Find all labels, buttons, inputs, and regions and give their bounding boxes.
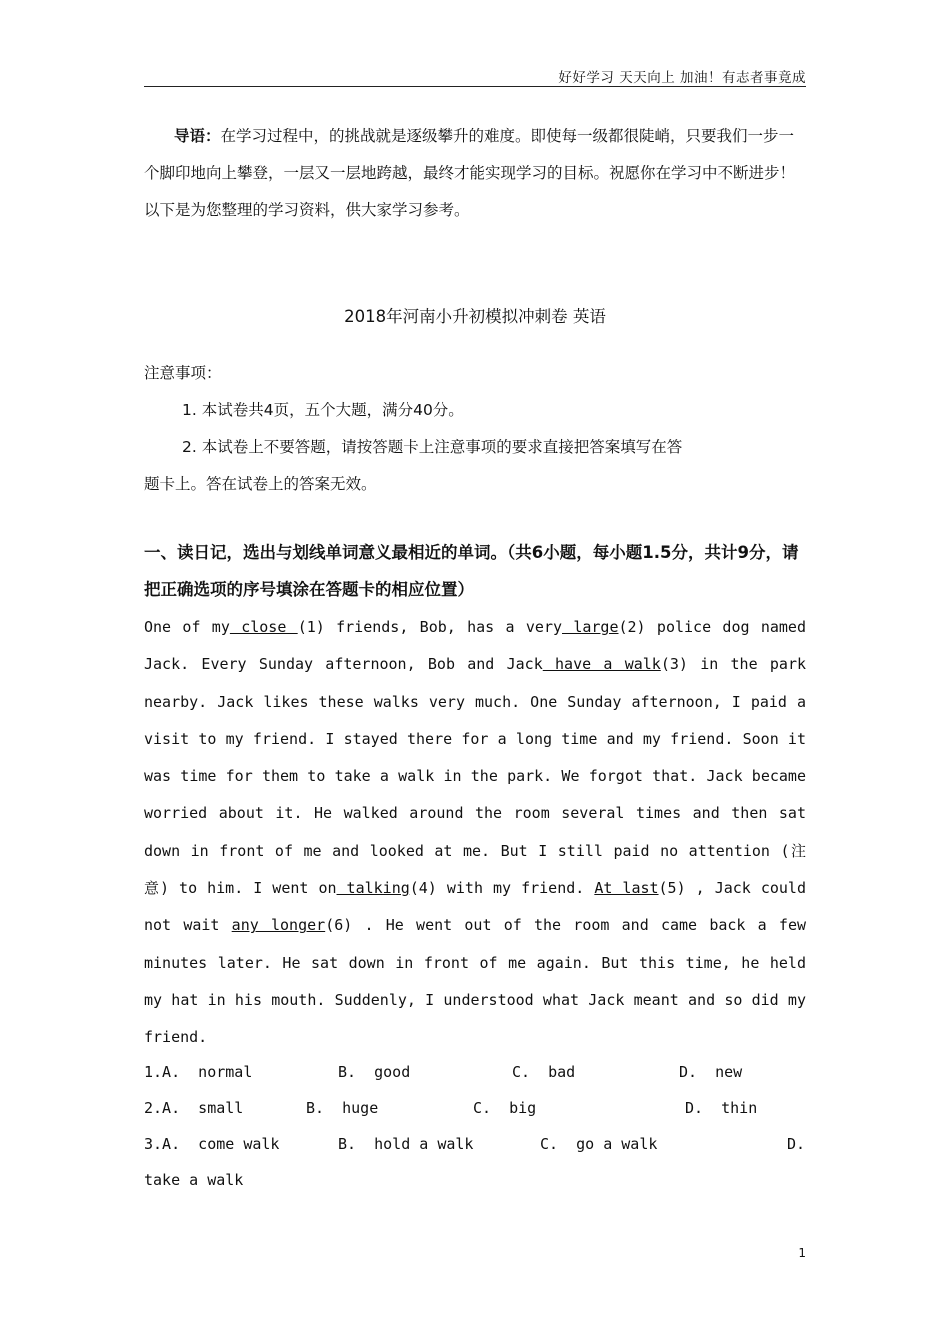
notice-block bbox=[144, 355, 806, 503]
passage-text: (6) . He went out of the room and came back a few minutes later. He sat down in front of me again. But this time, he held my hat in his mouth. Suddenly, I understood what Jack meant and so did my friend. bbox=[144, 916, 807, 1047]
passage-text: (3) in the park nearby. Jack likes these walks very much. One Sunday afternoon, I paid a visit to my friend. I stayed there for a long time and my friend. Soon it was time for them to take a walk in the park. We forgot that. Jack became worried about it. He walked around the room several times and then sat down in front of me and looked at me. But I still paid no attention (注意) to him. I went on bbox=[144, 655, 807, 898]
notice-item-2: 2. 本试卷上不要答题，请按答题卡上注意事项的要求直接把答案填写在答 bbox=[182, 438, 683, 456]
option-c: C. go a walk bbox=[540, 1135, 658, 1153]
option-d: D. thin bbox=[685, 1099, 758, 1117]
notice-item-1: 1. 本试卷共4页，五个大题，满分40分。 bbox=[182, 401, 464, 419]
question-3 bbox=[144, 1127, 806, 1163]
page-header bbox=[144, 64, 806, 87]
question-2 bbox=[144, 1091, 806, 1127]
passage-text: (2) police dog named Jack. Every Sunday afternoon, Bob and Jack bbox=[144, 618, 806, 674]
underlined-word-2: large bbox=[562, 618, 619, 636]
option-b: B. hold a walk bbox=[338, 1135, 474, 1153]
option-a: 1.A. normal bbox=[144, 1063, 253, 1081]
passage-text: One of my bbox=[144, 618, 230, 636]
option-b: B. good bbox=[338, 1063, 411, 1081]
underlined-word-6: any longer bbox=[231, 916, 326, 935]
question-1 bbox=[144, 1055, 806, 1091]
notice-heading: 注意事项： bbox=[144, 364, 222, 382]
passage-text: (4) with my friend. bbox=[409, 879, 595, 898]
option-a: 3.A. come walk bbox=[144, 1135, 280, 1153]
question-options bbox=[144, 1055, 806, 1199]
underlined-word-1: close bbox=[229, 618, 298, 636]
notice-item-2-cont: 题卡上。答在试卷上的答案无效。 bbox=[144, 475, 377, 493]
exam-title: 2018年河南小升初模拟冲刺卷 英语 bbox=[344, 307, 606, 326]
reading-passage bbox=[144, 609, 806, 1057]
question-3-cont bbox=[144, 1163, 806, 1199]
option-d: D. bbox=[787, 1135, 806, 1153]
underlined-word-4: talking bbox=[336, 879, 410, 898]
section-1-heading: 一、读日记，选出与划线单词意义最相近的单词。（共6小题，每小题1.5分，共计9分，请把正确选项的序号填涂在答题卡的相应位置） bbox=[144, 543, 799, 599]
option-c: C. bad bbox=[512, 1063, 576, 1081]
option-d: D. new bbox=[679, 1063, 743, 1081]
intro-text: 在学习过程中，的挑战就是逐级攀升的难度。即使每一级都很陡峭，只要我们一步一个脚印地向上攀登，一层又一层地跨越，最终才能实现学习的目标。祝愿你在学习中不断进步！以下是为您整理的学习资料，供大家学习参考。 bbox=[144, 127, 796, 219]
underlined-word-3: have a walk bbox=[542, 655, 661, 674]
option-b: B. huge bbox=[306, 1099, 379, 1117]
option-d-text: take a walk bbox=[144, 1171, 244, 1189]
page-number: 1 bbox=[798, 1246, 806, 1260]
passage-text: (1) friends, Bob, has a very bbox=[297, 618, 563, 636]
passage-text: (5) , Jack could not wait bbox=[144, 879, 806, 935]
option-c: C. big bbox=[473, 1099, 537, 1117]
intro-paragraph bbox=[144, 118, 806, 229]
header-text: 好好学习 天天向上 加油！有志者事竟成 bbox=[558, 70, 806, 86]
intro-label: 导语： bbox=[174, 127, 221, 145]
underlined-word-5: At last bbox=[594, 879, 659, 898]
option-a: 2.A. small bbox=[144, 1099, 244, 1117]
